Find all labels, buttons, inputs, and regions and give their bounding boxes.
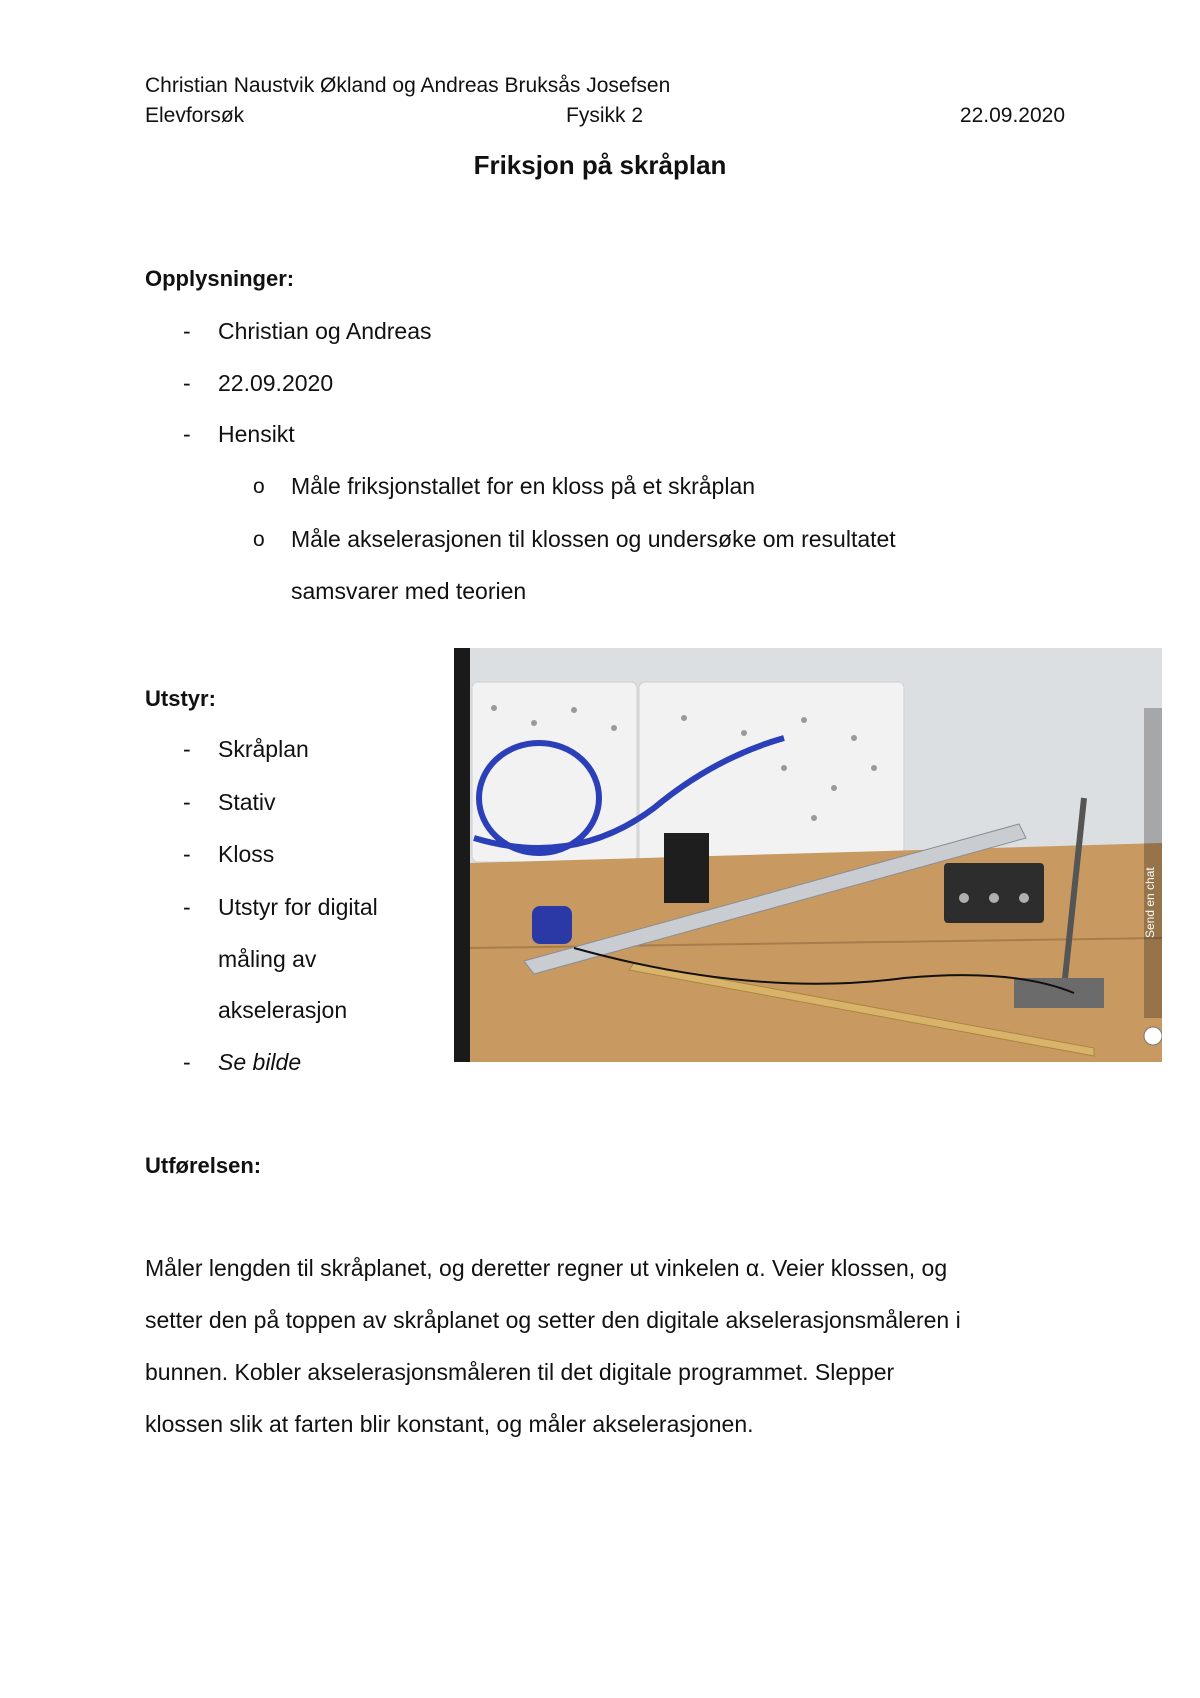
paragraph-line: Måler lengden til skråplanet, og deretter regner ut vinkelen α. Veier klossen, og (145, 1255, 948, 1281)
section-heading-utforelsen: Utførelsen: (145, 1153, 262, 1178)
photo-left-border (454, 648, 470, 1062)
list-item: Kloss (218, 841, 275, 867)
list-item: Skråplan (218, 736, 309, 762)
sub-list-item-continuation: samsvarer med teorien (291, 578, 527, 604)
bullet-dash: - (183, 841, 191, 867)
overlay-strip (1144, 708, 1162, 1018)
paragraph-line: klossen slik at farten blir konstant, og måler akselerasjonen. (145, 1411, 754, 1437)
paragraph-line: setter den på toppen av skråplanet og setter den digitale akselerasjonsmåleren i (145, 1307, 961, 1333)
list-item: 22.09.2020 (218, 370, 334, 396)
experiment-setup-photo (454, 648, 1162, 1062)
bullet-dash: - (183, 421, 191, 447)
header-subject: Fysikk 2 (566, 104, 644, 127)
block-sensor (532, 906, 572, 944)
section-heading-opplysninger: Opplysninger: (145, 266, 295, 291)
sub-list-item: Måle akselerasjonen til klossen og undersøke om resultatet (291, 526, 896, 552)
paragraph-line: bunnen. Kobler akselerasjonsmåleren til det digitale programmet. Slepper (145, 1359, 895, 1385)
list-item: Utstyr for digital (218, 894, 378, 920)
document-title: Friksjon på skråplan (473, 150, 727, 180)
bullet-dash: - (183, 370, 191, 396)
list-item: Christian og Andreas (218, 318, 432, 344)
header-doc-type: Elevforsøk (145, 104, 245, 127)
bullet-dash: - (183, 789, 191, 815)
bullet-circle: o (253, 528, 265, 551)
bullet-dash: - (183, 318, 191, 344)
sub-list-item: Måle friksjonstallet for en kloss på et skråplan (291, 473, 756, 499)
black-box (664, 833, 709, 903)
header-date: 22.09.2020 (959, 104, 1065, 127)
stand-base (1014, 978, 1104, 1008)
bullet-dash: - (183, 736, 191, 762)
list-item: Hensikt (218, 421, 295, 447)
list-item-continuation: måling av (218, 946, 317, 972)
bullet-circle: o (253, 475, 265, 498)
camera-icon (1144, 1027, 1162, 1045)
list-item-continuation: akselerasjon (218, 997, 348, 1023)
list-item: Stativ (218, 789, 276, 815)
header-authors: Christian Naustvik Økland og Andreas Bruksås Josefsen (145, 74, 671, 97)
bullet-dash: - (183, 894, 191, 920)
list-item: Se bilde (218, 1049, 302, 1075)
bullet-dash: - (183, 1049, 191, 1075)
send-chat-label: Send en chat (1143, 867, 1157, 938)
section-heading-utstyr: Utstyr: (145, 686, 216, 711)
